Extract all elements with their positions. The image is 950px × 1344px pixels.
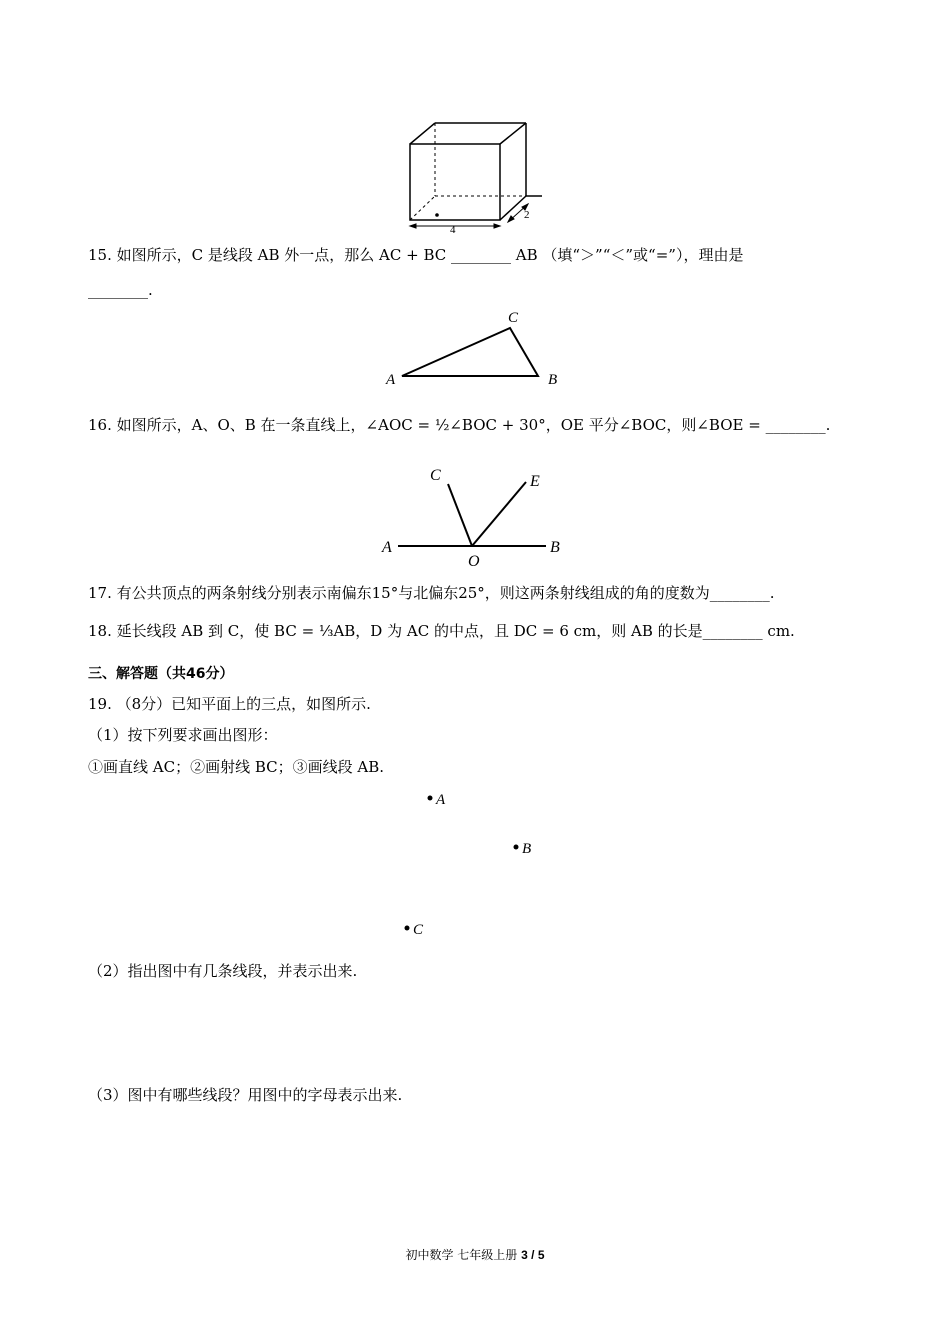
points-figure	[396, 784, 546, 944]
point-label-a: A	[436, 792, 446, 808]
point-label-c: C	[413, 922, 424, 938]
angle-label-o: O	[468, 553, 480, 568]
triangle-label-a: A	[386, 372, 396, 388]
box-length-label: 4	[450, 224, 456, 236]
q19-part1: （1）按下列要求画出图形：	[88, 726, 278, 744]
triangle-figure	[380, 306, 570, 390]
q19-part1-items: ①画直线 AC；②画射线 BC；③画线段 AB.	[88, 758, 385, 776]
box-width-label: 2	[524, 209, 530, 221]
q16: 16. 如图所示，A、O、B 在一条直线上，∠AOC = ½∠BOC + 30°，OE 平分∠BOC，则∠BOE = ________.	[88, 416, 831, 434]
angle-label-c: C	[430, 467, 441, 484]
section-3-heading: 三、解答题（共46分）	[88, 666, 234, 682]
q19: 19. （8分）已知平面上的三点，如图所示.	[88, 695, 371, 713]
footer-subject: 初中数学 七年级上册	[405, 1248, 518, 1262]
footer-page-number: 3 / 5	[521, 1248, 545, 1262]
q19-part2: （2）指出图中有几条线段，并表示出来.	[88, 962, 358, 980]
q17: 17. 有公共顶点的两条射线分别表示南偏东15°与北偏东25°，则这两条射线组成的角的度数为________.	[88, 584, 775, 602]
angle-label-e: E	[530, 473, 540, 490]
angle-label-b: B	[550, 539, 560, 556]
page-footer	[0, 1246, 950, 1263]
triangle-label-b: B	[548, 372, 558, 388]
q19-part3: （3）图中有哪些线段？用图中的字母表示出来.	[88, 1086, 403, 1104]
box-figure	[400, 118, 550, 236]
q15-line1: 15. 如图所示，C 是线段 AB 外一点，那么 AC + BC ________ AB （填“＞”“＜”或“=”），理由是	[88, 246, 744, 264]
q15-line2: ________.	[88, 281, 153, 299]
angle-label-a: A	[382, 539, 392, 556]
point-label-b: B	[522, 841, 532, 857]
q18: 18. 延长线段 AB 到 C，使 BC = ⅓AB，D 为 AC 的中点，且 DC = 6 cm，则 AB 的长是________ cm.	[88, 622, 795, 640]
angle-figure	[378, 460, 578, 568]
triangle-label-c: C	[508, 310, 519, 326]
